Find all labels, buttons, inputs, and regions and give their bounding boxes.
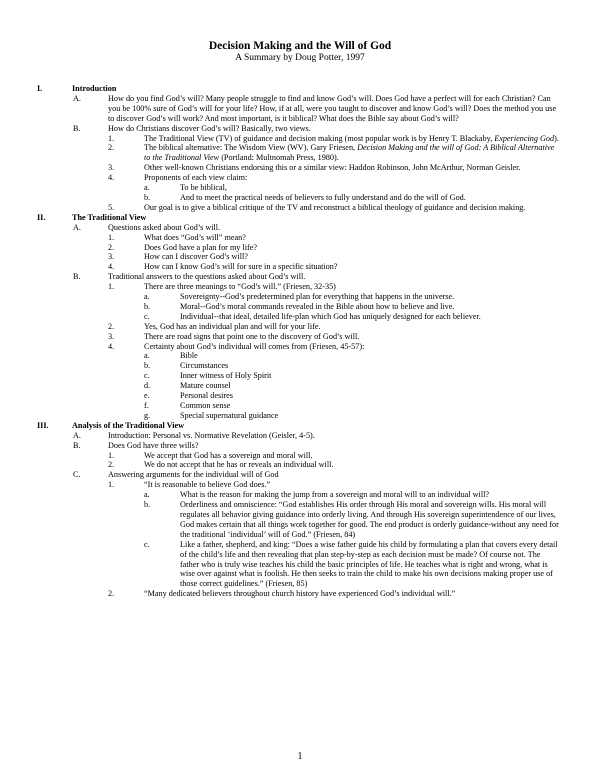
- outline-number: c.: [144, 371, 150, 381]
- outline-text-main: To be biblical,: [180, 183, 227, 193]
- outline-text: [180, 351, 560, 361]
- outline-text-italic: Experiencing God: [494, 133, 555, 143]
- outline-text-main: Introduction: [72, 84, 117, 93]
- outline-text-main: “It is reasonable to believe God does.”: [144, 480, 271, 490]
- outline-number: a.: [144, 351, 150, 361]
- outline-text-main: The Traditional View (TV) of guidance and decision making (most popular work is by Henry T. Blackaby,: [144, 133, 495, 143]
- outline-text-main: “Many dedicated believers throughout church history have experienced God’s individual will.”: [144, 589, 456, 599]
- outline-number: 1.: [108, 133, 115, 143]
- outline-number: 4.: [108, 341, 115, 351]
- outline-item-level-3: [0, 381, 600, 391]
- outline-item-level-3: [0, 401, 600, 411]
- outline-item-level-2: [0, 163, 600, 173]
- outline-item-level-1: [0, 272, 600, 282]
- outline-item-level-3: [0, 302, 600, 312]
- outline-text-main: How can I discover God’s will?: [144, 252, 248, 262]
- outline-text: [108, 124, 560, 134]
- outline-text: [144, 480, 560, 490]
- outline-number: b.: [144, 192, 151, 202]
- outline-item-level-2: [0, 322, 600, 332]
- document-title: Decision Making and the Will of God: [208, 40, 392, 52]
- outline-text: [180, 193, 560, 203]
- outline-number: I.: [37, 84, 43, 93]
- outline-number: 1.: [108, 232, 115, 242]
- outline-number: c.: [144, 311, 150, 321]
- outline-text: [144, 589, 560, 599]
- outline-text-main: What is the reason for making the jump from a sovereign and moral will to an individual will?: [180, 490, 490, 500]
- outline-item-level-0: [0, 84, 600, 94]
- outline-number: f.: [144, 401, 149, 410]
- outline-number: A.: [73, 222, 81, 232]
- outline-number: d.: [144, 381, 151, 391]
- outline-number: C.: [73, 470, 81, 480]
- outline-text-main: There are road signs that point one to the discovery of God’s will.: [144, 331, 360, 341]
- outline-text: [144, 243, 560, 253]
- outline-text: [180, 302, 560, 312]
- outline-number: b.: [144, 500, 151, 510]
- outline-item-level-2: [0, 243, 600, 253]
- outline-text: [180, 490, 560, 500]
- outline-item-level-2: [0, 252, 600, 262]
- outline-text: [180, 411, 560, 421]
- outline-number: 2.: [108, 460, 115, 470]
- outline-item-level-3: [0, 490, 600, 500]
- outline-number: c.: [144, 539, 150, 549]
- outline-text: [144, 173, 560, 183]
- outline-text: [108, 431, 560, 441]
- outline-number: b.: [144, 361, 151, 371]
- outline-text: [144, 252, 560, 262]
- outline-text-main: Special supernatural guidance: [180, 410, 279, 420]
- outline-item-level-3: [0, 351, 600, 361]
- outline-text: [144, 332, 560, 342]
- outline-text-main: Our goal is to give a biblical critique of the TV and reconstruct a biblical theology of guidance and decision making.: [144, 202, 526, 212]
- outline-number: 3.: [108, 252, 115, 262]
- outline-item-level-1: [0, 470, 600, 480]
- outline-item-level-3: [0, 193, 600, 203]
- outline-item-level-2: [0, 480, 600, 490]
- outline-item-level-3: [0, 292, 600, 302]
- outline-text-italic: Decision Making and the will of God: A Biblical Alternative to the Traditional View: [144, 143, 555, 163]
- outline-text-main: Individual--that ideal, detailed life-plan which God has uniquely designed for each believer.: [180, 311, 481, 321]
- outline-text: [180, 361, 560, 371]
- outline-number: a.: [144, 490, 150, 500]
- outline-item-level-2: [0, 173, 600, 183]
- outline-text-main: How do Christians discover God’s will? Basically, two views.: [108, 123, 311, 133]
- outline-item-level-1: [0, 223, 600, 233]
- outline-text-main: Orderliness and omniscience: “God establishes His order through His moral and sovereign wills. His moral will regulates all behavior giving guidance into orderly living. And through His sovereign superintendence of our lives, God makes certain that all things work together for good. The end product is orderly guidance-without any need for the traditional ‘individual’ will of God.” (Friesen, 84): [180, 500, 559, 539]
- outline-text-main: Other well-known Christians endorsing this or a similar view: Haddon Robinson, John McArthur, Norman Geisler.: [144, 163, 521, 173]
- outline-text: [144, 342, 560, 352]
- outline-number: 2.: [108, 321, 115, 331]
- outline-text-main: Like a father, shepherd, and king: “Does a wise father guide his child by formulating a plan that covers every detail of the child’s life and then revealing that plan step-by-step as each decision must be made? Of course not. The father who is truly wise teaches his child the basic principles of life. He teaches what is right and wrong, what is wise over against what is foolish. He then seeks to train the child to make his own decisions making proper use of those correct guidelines.” (Friesen, 85): [180, 539, 558, 589]
- outline-text: [108, 223, 560, 233]
- outline-text-main: Analysis of the Traditional View: [72, 420, 185, 430]
- outline-text-main: Bible: [180, 351, 198, 361]
- outline-item-level-3: [0, 312, 600, 322]
- outline-number: 2.: [108, 589, 115, 599]
- outline-item-level-3: [0, 183, 600, 193]
- outline-text-main: Answering arguments for the individual will of God: [108, 470, 279, 480]
- outline-text-main: Certainty about God’s individual will comes from (Friesen, 45-57):: [144, 341, 365, 351]
- outline-number: B.: [73, 272, 81, 282]
- outline-text-main: Questions asked about God’s will.: [108, 222, 221, 232]
- outline-item-level-3: [0, 361, 600, 371]
- outline-text-main: Does God have a plan for my life?: [144, 242, 257, 252]
- outline-number: 2.: [108, 143, 115, 153]
- outline-item-level-2: [0, 589, 600, 599]
- outline-item-level-3: [0, 411, 600, 421]
- outline-text-main: We accept that God has a sovereign and moral will.: [144, 450, 313, 460]
- outline-number: III.: [37, 420, 49, 430]
- outline-item-level-1: [0, 124, 600, 134]
- outline-text: [180, 292, 560, 302]
- outline-text: [144, 282, 560, 292]
- outline-number: 4.: [108, 173, 115, 183]
- outline-number: 1.: [108, 480, 115, 490]
- outline-item-level-2: [0, 203, 600, 213]
- outline-number: 1.: [108, 282, 115, 292]
- outline-text: [108, 94, 560, 124]
- outline-item-level-2: [0, 460, 600, 470]
- outline-text: [144, 262, 560, 272]
- document-subtitle: A Summary by Doug Potter, 1997: [235, 53, 365, 63]
- outline-number: a.: [144, 292, 150, 302]
- outline-text: [108, 272, 560, 282]
- outline-text-main: What does “God’s will” mean?: [144, 232, 246, 242]
- outline-item-level-0: [0, 213, 600, 223]
- outline-number: 5.: [108, 202, 115, 212]
- outline-text: [144, 163, 560, 173]
- outline-text-main: Proponents of each view claim:: [144, 173, 248, 183]
- outline-text-main: We do not accept that he has or reveals an individual will.: [144, 460, 334, 470]
- outline-text-after: (Portland: Multnomah Press, 1980).: [219, 153, 339, 163]
- outline-text-main: Common sense: [180, 401, 231, 410]
- outline-text: [144, 134, 560, 144]
- outline-item-level-1: [0, 94, 600, 124]
- outline-item-level-1: [0, 431, 600, 441]
- outline-text: [180, 401, 560, 411]
- outline-item-level-1: [0, 441, 600, 451]
- outline-text-main: Circumstances: [180, 361, 229, 371]
- outline-text: [144, 143, 560, 163]
- outline-item-level-2: [0, 451, 600, 461]
- outline-text: [144, 322, 560, 332]
- outline-item-level-2: [0, 342, 600, 352]
- outline-item-level-3: [0, 500, 600, 540]
- outline-text: [180, 381, 560, 391]
- outline-text: [72, 213, 560, 223]
- outline-text: [180, 183, 560, 193]
- outline-text: [108, 470, 560, 480]
- outline-item-level-2: [0, 332, 600, 342]
- outline-text-after: ).: [554, 133, 559, 143]
- page-number: 1: [297, 751, 303, 762]
- outline-text-main: Mature counsel: [180, 381, 231, 391]
- outline-item-level-2: [0, 282, 600, 292]
- outline-text-main: There are three meanings to “God’s will.” (Friesen, 32-35): [144, 282, 336, 292]
- outline-text-main: How do you find God’s will? Many people struggle to find and know God’s will. Does God have a perfect will for each Christian? Can you be 100% sure of God’s will for your life? How, if at all, were you taught to discover and know God’s will? Does the method you use to discover God’s will work? And most important, is it biblical? What does the Bible say about God’s will?: [108, 93, 557, 123]
- outline-item-level-2: [0, 134, 600, 144]
- outline-text-main: Does God have three wills?: [108, 440, 199, 450]
- outline-text: [180, 371, 560, 381]
- outline-text: [180, 500, 560, 540]
- outline-text: [144, 451, 560, 461]
- outline-number: a.: [144, 183, 150, 193]
- outline-text: [180, 312, 560, 322]
- outline-text-main: The Traditional View: [72, 212, 147, 222]
- outline-number: 3.: [108, 163, 115, 173]
- outline-text: [144, 233, 560, 243]
- outline-number: g.: [144, 410, 151, 420]
- outline-text-main: Personal desires: [180, 391, 233, 401]
- outline-text: [108, 441, 560, 451]
- outline-item-level-2: [0, 143, 600, 163]
- outline-text: [72, 84, 560, 94]
- outline-text-main: Inner witness of Holy Spirit: [180, 371, 272, 381]
- outline-text-main: Sovereignty--God’s predetermined plan for everything that happens in the universe.: [180, 292, 455, 302]
- outline-text: [180, 391, 560, 401]
- outline-number: 2.: [108, 242, 115, 252]
- outline-number: A.: [73, 93, 81, 103]
- outline-text-main: Yes, God has an individual plan and will for your life.: [144, 321, 321, 331]
- outline-number: 1.: [108, 450, 115, 460]
- outline-number: 3.: [108, 331, 115, 341]
- outline-item-level-2: [0, 262, 600, 272]
- outline-item-level-3: [0, 371, 600, 381]
- outline-number: A.: [73, 430, 81, 440]
- outline-text: [144, 460, 560, 470]
- outline-text: [180, 540, 560, 590]
- outline-number: b.: [144, 301, 151, 311]
- outline: [0, 84, 600, 599]
- outline-item-level-3: [0, 540, 600, 590]
- outline-number: e.: [144, 391, 150, 401]
- outline-number: B.: [73, 440, 81, 450]
- outline-item-level-2: [0, 233, 600, 243]
- outline-text: [72, 421, 560, 431]
- outline-number: II.: [37, 212, 46, 222]
- outline-item-level-3: [0, 391, 600, 401]
- outline-text-main: Introduction: Personal vs. Normative Revelation (Geisler, 4-5).: [108, 430, 315, 440]
- outline-text-main: Moral--God’s moral commands revealed in the Bible about how to believe and live.: [180, 301, 455, 311]
- outline-number: 4.: [108, 262, 115, 272]
- outline-text-main: And to meet the practical needs of believers to fully understand and do the will of God.: [180, 192, 466, 202]
- outline-text-main: How can I know God’s will for sure in a specific situation?: [144, 262, 338, 272]
- outline-number: B.: [73, 123, 81, 133]
- outline-text-main: Traditional answers to the questions asked about God’s will.: [108, 272, 306, 282]
- outline-item-level-0: [0, 421, 600, 431]
- outline-text: [144, 203, 560, 213]
- outline-text-main: The biblical alternative: The Wisdom View (WV). Gary Friesen,: [144, 143, 358, 153]
